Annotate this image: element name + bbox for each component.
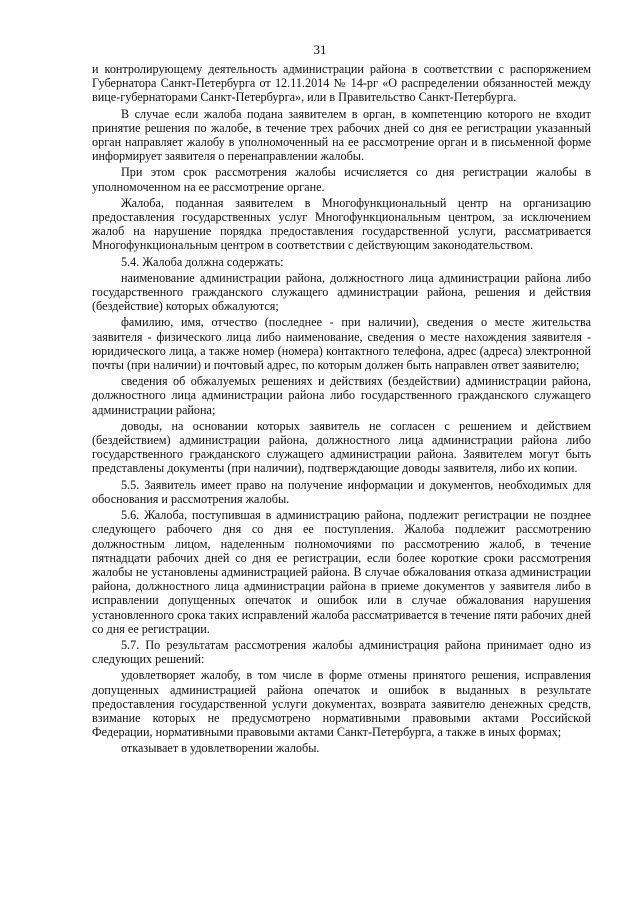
paragraph-complaint-content-1: наименование администрации района, должностного лица администрации района либо государственного гражданского служащего администрации района, решения и действия (бездействие) которых обжалуются; [92, 270, 591, 314]
document-body [92, 62, 591, 756]
section-5-4-heading: 5.4. Жалоба должна содержать: [121, 254, 284, 269]
section-5-7: 5.7. По результатам рассмотрения жалобы администрация района принимает одно из следующих решений: [92, 637, 591, 667]
paragraph-complaint-content-2: фамилию, имя, отчество (последнее - при наличии), сведения о месте жительства заявителя - физического лица либо наименование, сведения о месте нахождения заявителя - юридического лица, а также номер (номера) контактного телефона, адрес (адреса) электронной почты (при наличии) и почтовый адрес, по которым должен быть направлен ответ заявителю; [92, 315, 591, 373]
paragraph-decision-satisfy: удовлетворяет жалобу, в том числе в форме отмены принятого решения, исправления допущенных администрацией района опечаток и ошибок в выданных в результате предоставления государственной услуги документах, возврата заявителю денежных средств, взимание которых не предусмотрено нормативными правовыми актами Российской Федерации, нормативными правовыми актами Санкт-Петербурга, а также в иных формах; [92, 668, 591, 740]
paragraph-mfc-complaint: Жалоба, поданная заявителем в Многофункциональный центр на организацию предоставления государственных услуг Многофункциональным центром, за исключением жалоб на нарушение порядка предоставления государственной услуги, рассматривается Многофункциональным центром в соответствии с действующим законодательством. [92, 195, 591, 253]
paragraph-continuation: и контролирующему деятельность администрации района в соответствии с распоряжением Губернатора Санкт-Петербурга от 12.11.2014 № 14-рг «О распределении обязанностей между вице-губернаторами Санкт-Петербурга», или в Правительство Санкт-Петербурга. [92, 62, 591, 105]
page-number: 31 [313, 42, 327, 57]
paragraph-redirect-complaint: В случае если жалоба подана заявителем в орган, в компетенцию которого не входит принятие решения по жалобе, в течение трех рабочих дней со дня ее регистрации указанный орган направляет жалобу в уполномоченный на ее рассмотрение орган и в письменной форме информирует заявителя о перенаправлении жалобы. [92, 106, 591, 164]
paragraph-decision-refuse: отказывает в удовлетворении жалобы. [121, 741, 320, 756]
paragraph-review-period: При этом срок рассмотрения жалобы исчисляется со дня регистрации жалобы в уполномоченном на ее рассмотрение органе. [92, 165, 591, 194]
paragraph-complaint-content-4: доводы, на основании которых заявитель не согласен с решением и действием (бездействием) администрации района, должностного лица администрации района либо государственного гражданского служащего администрации района. Заявителем могут быть представлены документы (при наличии), подтверждающие доводы заявителя, либо их копии. [92, 418, 591, 476]
section-5-5: 5.5. Заявитель имеет право на получение информации и документов, необходимых для обоснования и рассмотрения жалобы. [92, 477, 591, 506]
paragraph-complaint-content-3: сведения об обжалуемых решениях и действиях (бездействии) администрации района, должностного лица администрации района либо государственного гражданского служащего администрации района; [92, 374, 591, 417]
section-5-6: 5.6. Жалоба, поступившая в администрацию района, подлежит регистрации не позднее следующего рабочего дня со дня ее поступления. Жалоба подлежит рассмотрению должностным лицом, наделенным полномочиями по рассмотрению жалоб, в течение пятнадцати рабочих дней со дня ее регистрации, если более короткие сроки рассмотрения жалобы не установлены администрацией района. В случае обжалования отказа администрации района, должностного лица администрации района в приеме документов у заявителя либо в исправлении допущенных опечаток и ошибок или в случае обжалования нарушения установленного срока таких исправлений жалоба рассматривается в течение пяти рабочих дней со дня ее регистрации. [92, 508, 591, 636]
